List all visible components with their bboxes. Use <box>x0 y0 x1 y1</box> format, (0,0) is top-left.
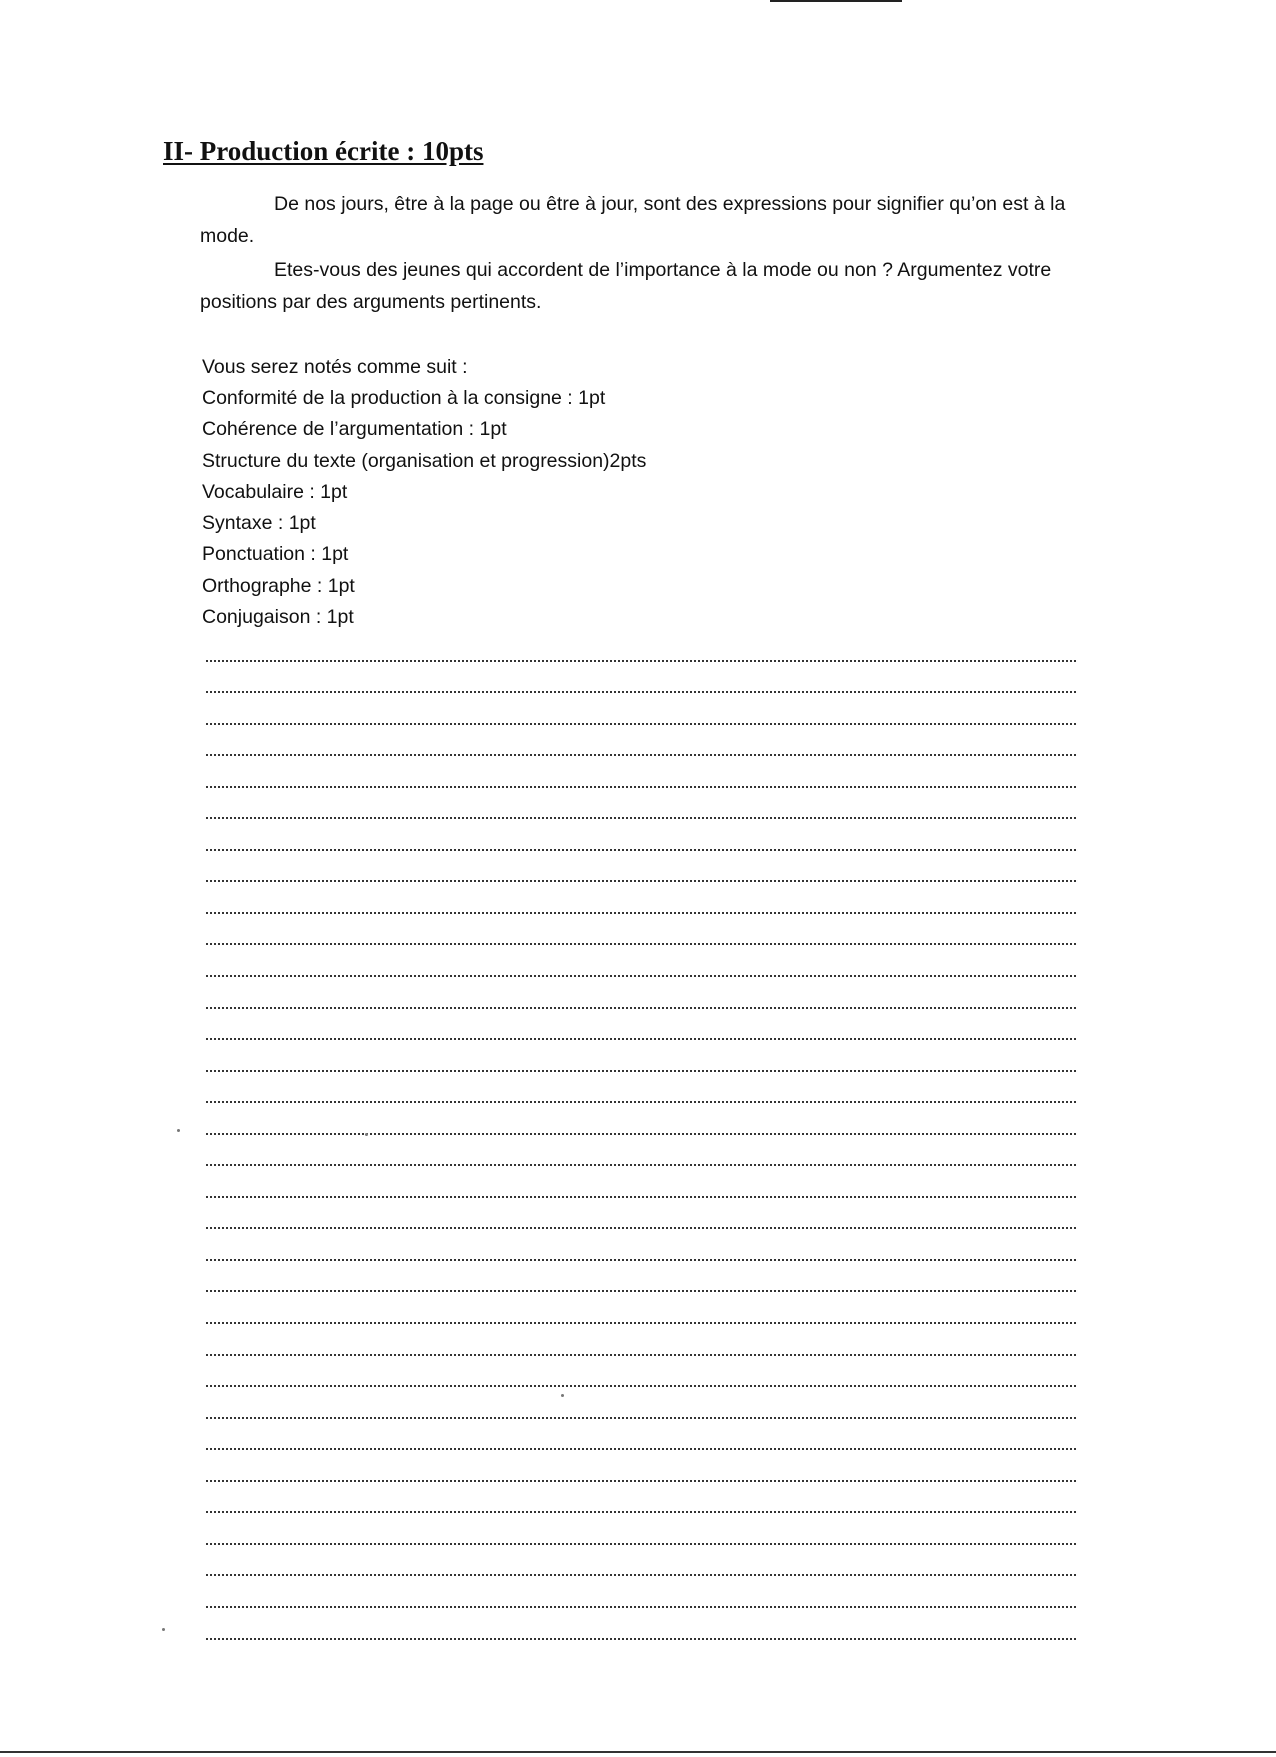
grading-criterion: Syntaxe : 1pt <box>202 512 316 535</box>
grading-criterion: Structure du texte (organisation et progression)2pts <box>202 449 647 472</box>
answer-line[interactable] <box>206 1545 1076 1577</box>
answer-line[interactable] <box>206 1135 1076 1167</box>
scan-speck <box>561 1394 564 1397</box>
answer-line[interactable] <box>206 1576 1076 1608</box>
answer-line[interactable] <box>206 945 1076 977</box>
answer-line[interactable] <box>206 819 1076 851</box>
prompt-paragraph-2: Etes-vous des jeunes qui accordent de l’importance à la mode ou non ? Argumentez votre positions par des arguments pertinents. <box>200 259 1052 313</box>
answer-line[interactable] <box>206 1356 1076 1388</box>
answer-line[interactable] <box>206 1229 1076 1261</box>
answer-line[interactable] <box>206 1608 1076 1640</box>
answer-line[interactable] <box>206 1419 1076 1451</box>
grading-criterion: Conjugaison : 1pt <box>202 606 354 629</box>
answer-line[interactable] <box>206 756 1076 788</box>
answer-line[interactable] <box>206 1387 1076 1419</box>
answer-line[interactable] <box>206 693 1076 725</box>
section-heading: II- Production écrite : 10pts <box>163 136 484 166</box>
grading-intro: Vous serez notés comme suit : <box>202 356 468 378</box>
grading-criterion: Conformité de la production à la consigne : 1pt <box>202 387 606 409</box>
grading-criterion: Vocabulaire : 1pt <box>202 480 348 503</box>
answer-line[interactable] <box>206 1040 1076 1072</box>
answer-line[interactable] <box>206 1103 1076 1135</box>
answer-line[interactable] <box>206 1072 1076 1104</box>
answer-line[interactable] <box>206 1261 1076 1293</box>
prompt-paragraph-1: De nos jours, être à la page ou être à jour, sont des expressions pour signifier qu’on est à la mode. <box>200 193 1066 247</box>
answer-line[interactable] <box>206 882 1076 914</box>
answer-line[interactable] <box>206 1009 1076 1041</box>
answer-line[interactable] <box>206 788 1076 820</box>
scan-speck <box>177 1129 180 1132</box>
answer-writing-area[interactable] <box>206 630 1076 1640</box>
answer-line[interactable] <box>206 662 1076 694</box>
answer-line[interactable] <box>206 1450 1076 1482</box>
scan-speck <box>162 1628 165 1631</box>
answer-line[interactable] <box>206 1513 1076 1545</box>
answer-line[interactable] <box>206 851 1076 883</box>
scan-edge-line-top <box>770 0 902 2</box>
scan-speck <box>365 1133 368 1136</box>
answer-line[interactable] <box>206 630 1076 662</box>
answer-line[interactable] <box>206 725 1076 757</box>
answer-line[interactable] <box>206 914 1076 946</box>
answer-line[interactable] <box>206 1198 1076 1230</box>
grading-criteria-list <box>202 352 646 633</box>
answer-line[interactable] <box>206 977 1076 1009</box>
answer-line[interactable] <box>206 1292 1076 1324</box>
grading-criterion: Cohérence de l’argumentation : 1pt <box>202 418 507 441</box>
answer-line[interactable] <box>206 1482 1076 1514</box>
grading-criterion: Ponctuation : 1pt <box>202 543 349 566</box>
grading-criterion: Orthographe : 1pt <box>202 574 355 597</box>
scan-edge-line-bottom <box>0 1751 1276 1753</box>
answer-line[interactable] <box>206 1324 1076 1356</box>
answer-line[interactable] <box>206 1166 1076 1198</box>
